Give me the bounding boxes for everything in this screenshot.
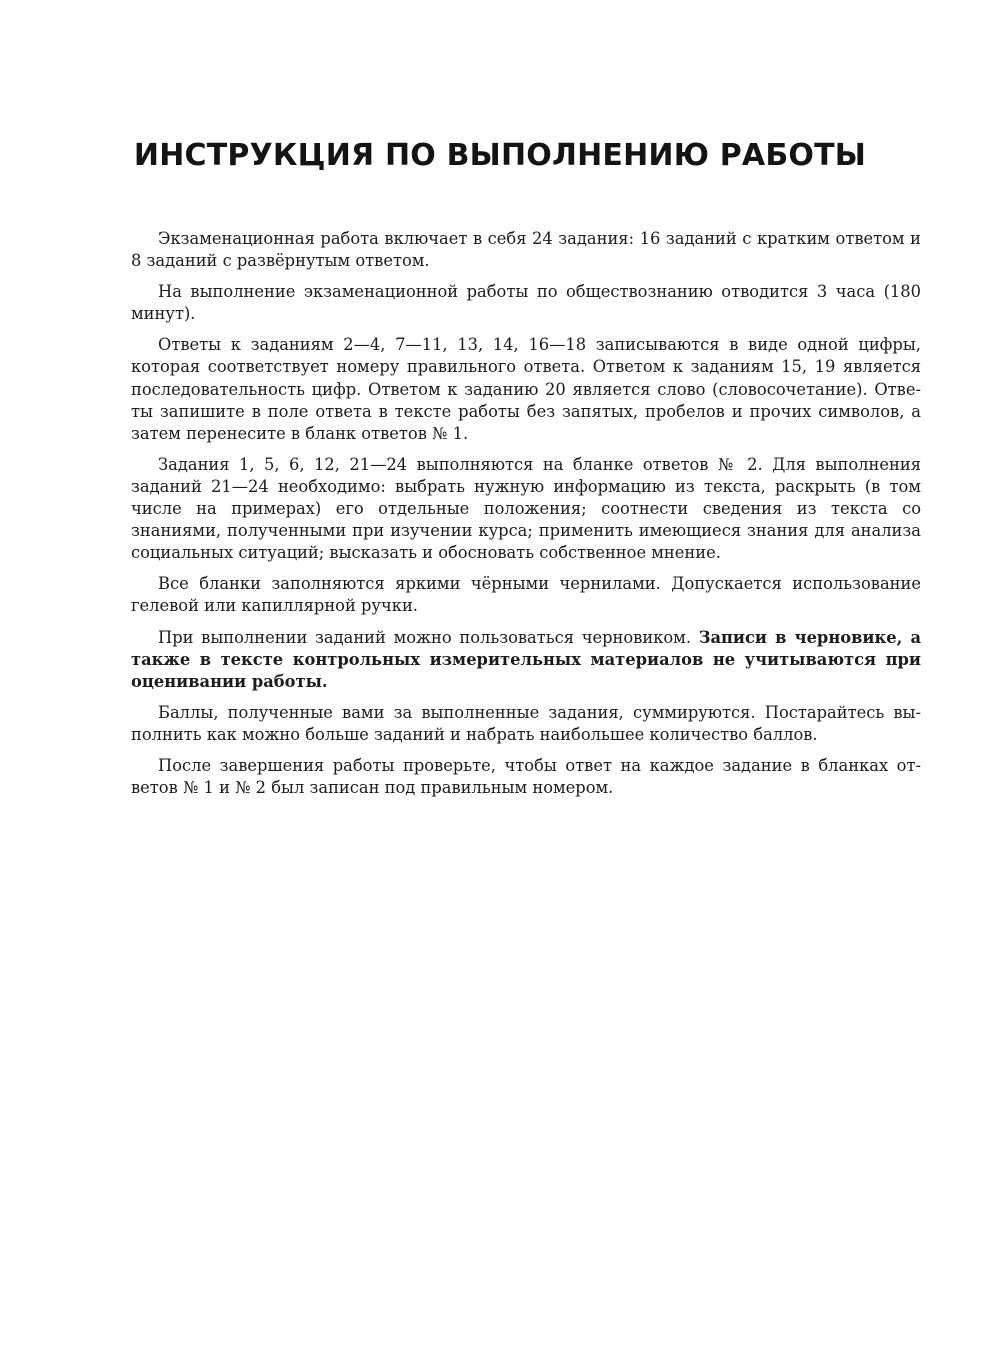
paragraph-extended-answers: Задания 1, 5, 6, 12, 21—24 выполняются на бланке ответов № 2. Для выполнения заданий 21—24 необходимо: выбрать нужную информацию из текста, раскрыть (в том числе на примерах) его отдельные положения; соотнести сведения из текста со знаниями, полученными при изучении курса; применить имеющиеся знания для анализа социальных ситуаций; высказать и обосновать собственное мнение.: [131, 454, 921, 563]
paragraph-scoring: Баллы, полученные вами за выполненные задания, суммируются. Постарайтесь выполнить как можно больше заданий и набрать наибольшее количество баллов.: [131, 702, 921, 744]
paragraph-task-count: Экзаменационная работа включает в себя 24 задания: 16 заданий с кратким ответом и 8 заданий с развёрнутым ответом.: [131, 229, 921, 271]
paragraph-time-limit: На выполнение экзаменационной работы по обществознанию отводится 3 часа (180 минут).: [131, 282, 921, 324]
draft-note: При выполнении заданий можно пользоваться черновиком.: [158, 627, 699, 647]
paragraph-ink: Все бланки заполняются яркими чёрными чернилами. Допускается использование гелевой или капиллярной ручки.: [131, 574, 921, 616]
draft-warning: Записи в черновике, а также в тексте контрольных измерительных материалов не учитываются при оценивании работы.: [131, 627, 921, 691]
paragraph-final-check: После завершения работы проверьте, чтобы ответ на каждое задание в бланках ответов № 1 и № 2 был записан под правильным номером.: [131, 755, 921, 798]
instruction-body: [131, 228, 921, 808]
paragraph-short-answers: Ответы к заданиям 2—4, 7—11, 13, 14, 16—18 записываются в виде одной цифры, которая соответствует номеру правильного ответа. Ответом к заданиям 15, 19 является последовательность цифр. Ответом к заданию 20 является слово (словосочетание). Ответы запишите в поле ответа в тексте работы без запятых, пробелов и прочих символов, а затем перенесите в бланк ответов № 1.: [131, 335, 921, 443]
paragraph-draft: [131, 627, 921, 693]
page-title: ИНСТРУКЦИЯ ПО ВЫПОЛНЕНИЮ РАБОТЫ: [133, 138, 867, 173]
